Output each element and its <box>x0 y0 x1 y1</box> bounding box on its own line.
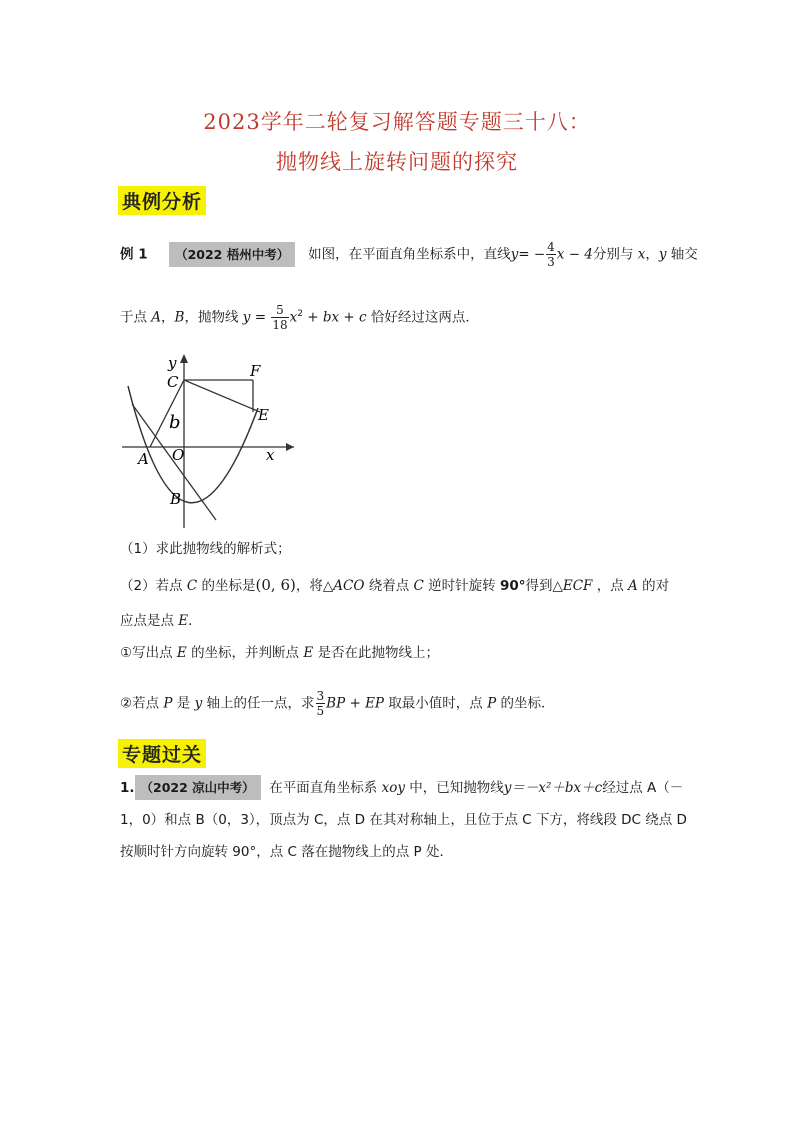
sub2-text-e: 的坐标． <box>500 695 555 712</box>
title-line-1: 2023学年二轮复习解答题专题三十八： <box>203 110 591 134</box>
line2-text-c: 恰好经过这两点． <box>370 309 479 326</box>
label-B: B <box>170 490 182 508</box>
q2-end: ． <box>188 613 202 629</box>
q2-coord: (0, 6) <box>255 576 296 594</box>
q2-point-A: A <box>628 578 638 594</box>
parabola-tail: + bx + c <box>302 309 367 326</box>
q2-point-C2: C <box>413 578 424 594</box>
example-label: 例 1 <box>120 246 148 263</box>
label-A: A <box>138 450 149 468</box>
var-y: y <box>658 246 667 263</box>
problem-1-line-3: 按顺时针方向旋转 90°，点 C 落在抛物线上的点 P 处． <box>120 844 453 860</box>
fraction-denominator: 3 <box>547 255 555 269</box>
sub1-point-E2: E <box>303 645 314 661</box>
sub-question-2 <box>120 689 555 718</box>
sub2-var-y: y <box>194 695 203 712</box>
exponent: 2 <box>297 309 303 319</box>
example-text-a: 如图，在平面直角坐标系中，直线 <box>308 246 511 263</box>
q2-point-C: C <box>186 578 198 594</box>
sub2-point-P: P <box>163 695 173 712</box>
p1-text-c: 经过点 <box>602 780 643 796</box>
problem-number: 1. <box>120 780 135 796</box>
q2-text-d: 绕着点 <box>368 578 410 594</box>
example-source-tag: （2022 梧州中考） <box>169 242 295 267</box>
problem-1-line-2: 1，0）和点 B（0，3），顶点为 C，点 D 在其对称轴上，且位于点 C 下方，将线段 DC 绕点 D <box>120 812 687 828</box>
label-E: E <box>258 406 269 424</box>
label-C: C <box>167 373 179 391</box>
y-axis-arrow <box>180 354 188 363</box>
q2-point-E: E <box>178 613 189 629</box>
sub2-text-a: ②若点 <box>120 695 160 712</box>
question-2-line-1 <box>120 575 669 596</box>
sub2-point-P2: P <box>487 695 497 712</box>
q2-text-f: 得到△ <box>525 578 563 594</box>
parabola-x: x <box>289 309 298 326</box>
q2-triangle-ECF: ECF <box>562 578 593 594</box>
problem-source-tag: （2022 凉山中考） <box>135 775 261 800</box>
example-text-c: 轴交 <box>670 246 698 263</box>
sub2-text-d: 取最小值时，点 <box>388 695 483 712</box>
sub1-text-b: 的坐标，并判断点 <box>191 645 300 661</box>
var-x: x <box>637 246 646 263</box>
example-text-b: 分别与 <box>592 246 634 263</box>
p1-text-a: 在平面直角坐标系 <box>269 780 378 796</box>
x-axis-arrow <box>286 443 294 451</box>
fraction-denominator: 5 <box>316 704 325 718</box>
fraction-3-5 <box>316 689 326 718</box>
p1-point-A: A（－ <box>647 780 684 796</box>
problem-1-line-1 <box>120 778 683 798</box>
eq-y: y <box>510 246 519 263</box>
parabola-y: y <box>242 309 251 326</box>
q2-triangle-ACO: ACO <box>333 578 365 594</box>
sep: ， <box>161 309 175 326</box>
example-line-2: 于点 A，B，抛物线 y = $\frac{5}{18}$ $x^2$ + bx + c 恰好经过这两点． <box>120 303 479 332</box>
p1-text-b: 中，已知抛物线 <box>409 780 504 796</box>
fraction-5-18 <box>271 303 288 332</box>
title-line-2: 抛物线上旋转问题的探究 <box>276 150 518 174</box>
label-y: y <box>168 354 177 372</box>
eq-eq: = − <box>518 246 546 263</box>
q2-degree: 90° <box>499 578 526 594</box>
q2-text-a: （2）若点 <box>120 578 183 594</box>
sub2-text-b: 是 <box>176 695 191 712</box>
sub2-text-c: 轴上的任一点，求 <box>206 695 315 712</box>
q2-text-h: 的对 <box>642 578 670 594</box>
point-A: A <box>151 309 162 326</box>
sub1-text-c: 是否在此抛物线上； <box>317 645 440 661</box>
question-2-line-2 <box>120 611 202 631</box>
segment-CE <box>184 380 260 412</box>
sub-question-1 <box>120 643 439 663</box>
example-line-1 <box>120 240 698 269</box>
label-F: F <box>250 362 261 380</box>
q2-text-b: 的坐标是 <box>201 578 256 594</box>
eq-rest: x − 4 <box>556 246 593 263</box>
q2-text-c: ，将△ <box>295 578 334 594</box>
fraction-numerator: 3 <box>316 689 325 703</box>
comma: ， <box>645 246 659 263</box>
sub1-point-E: E <box>176 645 187 661</box>
question-1: （1）求此抛物线的解析式； <box>120 541 291 557</box>
q2-text-e: 逆时针旋转 <box>428 578 496 594</box>
q2-text-g: ，点 <box>596 578 624 594</box>
section-heading-topic-practice: 专题过关 <box>118 739 206 768</box>
p1-equation: y＝－x²＋bx＋c <box>503 780 603 796</box>
line2-text-a: 于点 <box>120 309 147 326</box>
sub1-text-a: ①写出点 <box>120 645 173 661</box>
label-x: x <box>266 446 275 464</box>
p1-xoy: xoy <box>381 780 405 796</box>
fraction-denominator: 18 <box>272 318 288 332</box>
section-heading-example-analysis: 典例分析 <box>118 186 206 215</box>
point-B: B <box>174 309 185 326</box>
q2-line2-text: 应点是点 <box>120 613 174 629</box>
line2-text-b: ，抛物线 <box>184 309 239 326</box>
geometry-figure <box>118 350 298 530</box>
fraction-numerator: 4 <box>547 240 555 254</box>
label-O: O <box>172 446 185 464</box>
sub2-expression: BP + EP <box>326 695 385 712</box>
fraction-numerator: 5 <box>271 303 288 318</box>
fraction-4-3 <box>546 240 556 269</box>
label-b: b <box>169 412 181 433</box>
